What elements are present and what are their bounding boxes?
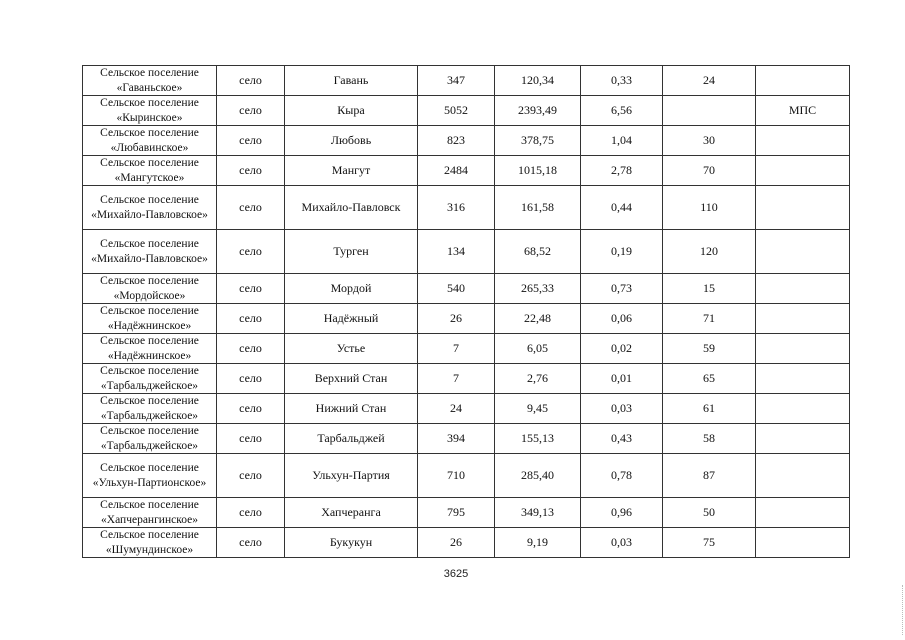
value-3-cell: 71: [663, 304, 756, 334]
value-2-cell: 0,03: [581, 394, 663, 424]
note-cell: [756, 230, 850, 274]
population-cell: 7: [418, 364, 495, 394]
value-1-cell: 68,52: [495, 230, 581, 274]
locality-type-cell: село: [217, 274, 285, 304]
locality-type-cell: село: [217, 126, 285, 156]
population-cell: 795: [418, 498, 495, 528]
note-cell: [756, 186, 850, 230]
value-1-cell: 22,48: [495, 304, 581, 334]
value-2-cell: 0,73: [581, 274, 663, 304]
value-1-cell: 285,40: [495, 454, 581, 498]
table-row: [83, 96, 850, 126]
population-cell: 24: [418, 394, 495, 424]
settlement-cell: Сельское поселение «Надёжнинское»: [83, 304, 217, 334]
population-cell: 823: [418, 126, 495, 156]
locality-name-cell: Любовь: [285, 126, 418, 156]
settlement-cell: Сельское поселение «Надёжнинское»: [83, 334, 217, 364]
settlement-cell: Сельское поселение «Хапчерангинское»: [83, 498, 217, 528]
value-2-cell: 6,56: [581, 96, 663, 126]
value-1-cell: 120,34: [495, 66, 581, 96]
value-3-cell: 61: [663, 394, 756, 424]
population-cell: 134: [418, 230, 495, 274]
value-1-cell: 2,76: [495, 364, 581, 394]
table-row: [83, 498, 850, 528]
value-3-cell: 15: [663, 274, 756, 304]
locality-name-cell: Нижний Стан: [285, 394, 418, 424]
locality-name-cell: Ульхун-Партия: [285, 454, 418, 498]
table-row: [83, 454, 850, 498]
note-cell: [756, 454, 850, 498]
population-cell: 26: [418, 528, 495, 558]
value-2-cell: 2,78: [581, 156, 663, 186]
settlement-cell: Сельское поселение «Мордойское»: [83, 274, 217, 304]
page-number: 3625: [443, 568, 469, 580]
value-1-cell: 378,75: [495, 126, 581, 156]
table-row: [83, 528, 850, 558]
locality-name-cell: Тарбальджей: [285, 424, 418, 454]
population-cell: 394: [418, 424, 495, 454]
value-1-cell: 349,13: [495, 498, 581, 528]
table-row: [83, 394, 850, 424]
table-row: [83, 364, 850, 394]
settlement-cell: Сельское поселение «Тарбальджейское»: [83, 394, 217, 424]
locality-name-cell: Верхний Стан: [285, 364, 418, 394]
locality-name-cell: Букукун: [285, 528, 418, 558]
value-3-cell: 30: [663, 126, 756, 156]
value-3-cell: 24: [663, 66, 756, 96]
note-cell: [756, 274, 850, 304]
value-2-cell: 0,43: [581, 424, 663, 454]
table-row: [83, 126, 850, 156]
locality-type-cell: село: [217, 364, 285, 394]
note-cell: [756, 156, 850, 186]
note-cell: [756, 126, 850, 156]
value-2-cell: 0,44: [581, 186, 663, 230]
population-cell: 710: [418, 454, 495, 498]
locality-type-cell: село: [217, 230, 285, 274]
population-cell: 540: [418, 274, 495, 304]
value-3-cell: 58: [663, 424, 756, 454]
settlement-cell: Сельское поселение «Тарбальджейское»: [83, 424, 217, 454]
locality-type-cell: село: [217, 424, 285, 454]
value-2-cell: 0,78: [581, 454, 663, 498]
locality-name-cell: Гавань: [285, 66, 418, 96]
locality-name-cell: Мангут: [285, 156, 418, 186]
value-2-cell: 0,03: [581, 528, 663, 558]
value-1-cell: 2393,49: [495, 96, 581, 126]
settlement-cell: Сельское поселение «Михайло-Павловское»: [83, 230, 217, 274]
value-3-cell: 120: [663, 230, 756, 274]
table-row: [83, 230, 850, 274]
locality-type-cell: село: [217, 528, 285, 558]
population-cell: 347: [418, 66, 495, 96]
locality-name-cell: Турген: [285, 230, 418, 274]
population-cell: 5052: [418, 96, 495, 126]
table-body: [83, 66, 850, 558]
settlement-cell: Сельское поселение «Михайло-Павловское»: [83, 186, 217, 230]
value-1-cell: 265,33: [495, 274, 581, 304]
settlement-cell: Сельское поселение «Кыринское»: [83, 96, 217, 126]
locality-type-cell: село: [217, 334, 285, 364]
value-2-cell: 0,06: [581, 304, 663, 334]
value-3-cell: 65: [663, 364, 756, 394]
value-2-cell: 0,33: [581, 66, 663, 96]
settlement-cell: Сельское поселение «Гаваньское»: [83, 66, 217, 96]
value-1-cell: 9,19: [495, 528, 581, 558]
population-cell: 316: [418, 186, 495, 230]
value-3-cell: 50: [663, 498, 756, 528]
locality-name-cell: Мордой: [285, 274, 418, 304]
note-cell: [756, 498, 850, 528]
settlement-cell: Сельское поселение «Тарбальджейское»: [83, 364, 217, 394]
note-cell: [756, 66, 850, 96]
value-3-cell: 70: [663, 156, 756, 186]
note-cell: [756, 528, 850, 558]
table-row: [83, 156, 850, 186]
locality-name-cell: Надёжный: [285, 304, 418, 334]
value-1-cell: 161,58: [495, 186, 581, 230]
value-3-cell: [663, 96, 756, 126]
table-row: [83, 424, 850, 454]
note-cell: МПС: [756, 96, 850, 126]
locality-type-cell: село: [217, 498, 285, 528]
locality-type-cell: село: [217, 66, 285, 96]
note-cell: [756, 304, 850, 334]
note-cell: [756, 394, 850, 424]
population-cell: 2484: [418, 156, 495, 186]
settlement-cell: Сельское поселение «Мангутское»: [83, 156, 217, 186]
locality-name-cell: Хапчеранга: [285, 498, 418, 528]
scan-edge-mark: [902, 585, 904, 635]
locality-type-cell: село: [217, 156, 285, 186]
value-2-cell: 0,19: [581, 230, 663, 274]
table-row: [83, 334, 850, 364]
value-3-cell: 110: [663, 186, 756, 230]
value-1-cell: 6,05: [495, 334, 581, 364]
locality-name-cell: Устье: [285, 334, 418, 364]
settlement-cell: Сельское поселение «Любавинское»: [83, 126, 217, 156]
locality-type-cell: село: [217, 96, 285, 126]
settlement-table: [82, 65, 850, 558]
value-2-cell: 0,01: [581, 364, 663, 394]
locality-type-cell: село: [217, 394, 285, 424]
population-cell: 26: [418, 304, 495, 334]
value-2-cell: 1,04: [581, 126, 663, 156]
locality-type-cell: село: [217, 454, 285, 498]
locality-type-cell: село: [217, 304, 285, 334]
note-cell: [756, 334, 850, 364]
locality-name-cell: Кыра: [285, 96, 418, 126]
note-cell: [756, 364, 850, 394]
locality-type-cell: село: [217, 186, 285, 230]
value-1-cell: 155,13: [495, 424, 581, 454]
table-row: [83, 66, 850, 96]
table-row: [83, 186, 850, 230]
settlement-cell: Сельское поселение «Шумундинское»: [83, 528, 217, 558]
value-3-cell: 87: [663, 454, 756, 498]
population-cell: 7: [418, 334, 495, 364]
value-1-cell: 1015,18: [495, 156, 581, 186]
value-3-cell: 59: [663, 334, 756, 364]
note-cell: [756, 424, 850, 454]
table-row: [83, 304, 850, 334]
value-2-cell: 0,96: [581, 498, 663, 528]
value-2-cell: 0,02: [581, 334, 663, 364]
value-3-cell: 75: [663, 528, 756, 558]
locality-name-cell: Михайло-Павловск: [285, 186, 418, 230]
table-row: [83, 274, 850, 304]
value-1-cell: 9,45: [495, 394, 581, 424]
settlement-cell: Сельское поселение «Ульхун-Партионское»: [83, 454, 217, 498]
